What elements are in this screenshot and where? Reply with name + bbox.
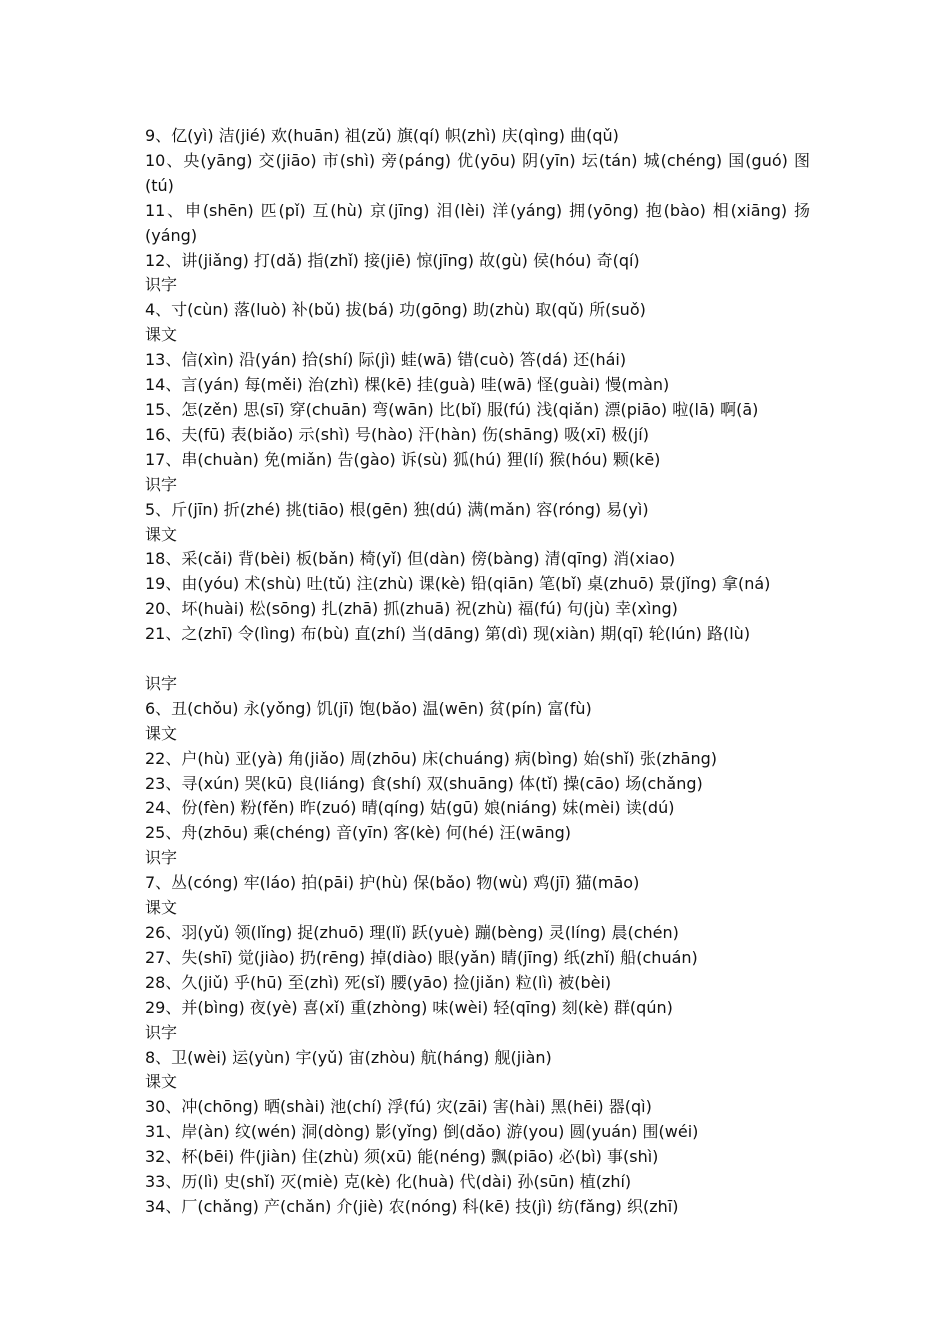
vocab-line: 31、岸(àn) 纹(wén) 洞(dòng) 影(yǐng) 倒(dǎo) 游(you) 圆(yuán) 围(wéi) [145,1122,699,1142]
vocab-line: 16、夫(fū) 表(biǎo) 示(shì) 号(hào) 汗(hàn) 伤(shāng) 吸(xī) 极(jí) [145,424,649,444]
section-heading: 识字 [145,848,178,868]
vocab-line: 14、言(yán) 每(měi) 治(zhì) 棵(kē) 挂(guà) 哇(wā) 怪(guài) 慢(màn) [145,375,670,395]
vocab-line: 5、斤(jīn) 折(zhé) 挑(tiāo) 根(gēn) 独(dú) 满(mǎn) 容(róng) 易(yì) [145,499,649,519]
vocab-line: 6、丑(chǒu) 永(yǒng) 饥(jī) 饱(bǎo) 温(wēn) 贫(pín) 富(fù) [145,698,592,718]
blank-line [145,647,810,672]
section-heading: 课文 [145,524,178,544]
vocab-line: 27、失(shī) 觉(jiào) 扔(rēng) 掉(diào) 眼(yǎn) 睛(jīng) 纸(zhǐ) 船(chuán) [145,947,698,967]
vocab-line: 12、讲(jiǎng) 打(dǎ) 指(zhǐ) 接(jiē) 惊(jīng) 故(gù) 侯(hóu) 奇(qí) [145,250,640,270]
section-heading: 课文 [145,723,178,743]
vocab-line: 23、寻(xún) 哭(kū) 良(liáng) 食(shí) 双(shuāng) 体(tǐ) 操(cāo) 场(chǎng) [145,773,703,793]
document-body [145,124,810,1220]
vocab-line: 4、寸(cùn) 落(luò) 补(bǔ) 拔(bá) 功(gōng) 助(zhù) 取(qǔ) 所(suǒ) [145,300,646,320]
vocab-line: 11、申(shēn) 匹(pǐ) 互(hù) 京(jīng) 泪(lèi) 洋(yáng) 拥(yōng) 抱(bào) 相(xiāng) 扬(yáng) [145,200,810,245]
vocab-line: 34、厂(chǎng) 产(chǎn) 介(jiè) 农(nóng) 科(kē) 技(jì) 纺(fǎng) 织(zhī) [145,1196,679,1216]
section-heading: 识字 [145,474,178,494]
vocab-line: 7、丛(cóng) 牢(láo) 拍(pāi) 护(hù) 保(bǎo) 物(wù) 鸡(jī) 猫(māo) [145,873,640,893]
section-heading: 课文 [145,325,178,345]
vocab-line: 32、杯(bēi) 件(jiàn) 住(zhù) 须(xū) 能(néng) 飘(piāo) 必(bì) 事(shì) [145,1147,659,1167]
vocab-line: 13、信(xìn) 沿(yán) 拾(shí) 际(jì) 蛙(wā) 错(cuò) 答(dá) 还(hái) [145,350,627,370]
vocab-line: 30、冲(chōng) 晒(shài) 池(chí) 浮(fú) 灾(zāi) 害(hài) 黑(hēi) 器(qì) [145,1097,652,1117]
section-heading: 识字 [145,673,178,693]
vocab-line: 22、户(hù) 亚(yà) 角(jiǎo) 周(zhōu) 床(chuáng) 病(bìng) 始(shǐ) 张(zhāng) [145,748,717,768]
section-heading: 课文 [145,898,178,918]
document-page [0,124,950,1220]
section-heading: 识字 [145,275,178,295]
vocab-line: 10、央(yāng) 交(jiāo) 市(shì) 旁(páng) 优(yōu) 阴(yīn) 坛(tán) 城(chéng) 国(guó) 图(tú) [145,150,810,195]
section-heading: 课文 [145,1072,178,1092]
vocab-line: 29、并(bìng) 夜(yè) 喜(xǐ) 重(zhòng) 味(wèi) 轻(qīng) 刻(kè) 群(qún) [145,997,673,1017]
vocab-line: 21、之(zhī) 令(lìng) 布(bù) 直(zhí) 当(dāng) 第(dì) 现(xiàn) 期(qī) 轮(lún) 路(lù) [145,624,751,644]
vocab-line: 25、舟(zhōu) 乘(chéng) 音(yīn) 客(kè) 何(hé) 汪(wāng) [145,823,572,843]
vocab-line: 20、坏(huài) 松(sōng) 扎(zhā) 抓(zhuā) 祝(zhù) 福(fú) 句(jù) 幸(xìng) [145,599,678,619]
vocab-line: 15、怎(zěn) 思(sī) 穿(chuān) 弯(wān) 比(bǐ) 服(fú) 浅(qiǎn) 漂(piāo) 啦(lā) 啊(ā) [145,399,759,419]
vocab-line: 24、份(fèn) 粉(fěn) 昨(zuó) 晴(qíng) 姑(gū) 娘(niáng) 妹(mèi) 读(dú) [145,798,675,818]
vocab-line: 18、采(cǎi) 背(bèi) 板(bǎn) 椅(yǐ) 但(dàn) 傍(bàng) 清(qīng) 消(xiao) [145,549,676,569]
vocab-line: 19、由(yóu) 术(shù) 吐(tǔ) 注(zhù) 课(kè) 铅(qiān) 笔(bǐ) 桌(zhuō) 景(jǐng) 拿(ná) [145,574,771,594]
vocab-line: 8、卫(wèi) 运(yùn) 宇(yǔ) 宙(zhòu) 航(háng) 舰(jiàn) [145,1047,552,1067]
vocab-line: 28、久(jiǔ) 乎(hū) 至(zhì) 死(sǐ) 腰(yāo) 捡(jiǎn) 粒(lì) 被(bèi) [145,972,612,992]
vocab-line: 9、亿(yì) 洁(jié) 欢(huān) 祖(zǔ) 旗(qí) 帜(zhì) 庆(qìng) 曲(qǔ) [145,126,619,145]
section-heading: 识字 [145,1022,178,1042]
vocab-line: 33、历(lì) 史(shǐ) 灭(miè) 克(kè) 化(huà) 代(dài) 孙(sūn) 植(zhí) [145,1172,632,1192]
vocab-line: 17、串(chuàn) 免(miǎn) 告(gào) 诉(sù) 狐(hú) 狸(lí) 猴(hóu) 颗(kē) [145,449,661,469]
vocab-line: 26、羽(yǔ) 领(lǐng) 捉(zhuō) 理(lǐ) 跃(yuè) 蹦(bèng) 灵(líng) 晨(chén) [145,922,679,942]
